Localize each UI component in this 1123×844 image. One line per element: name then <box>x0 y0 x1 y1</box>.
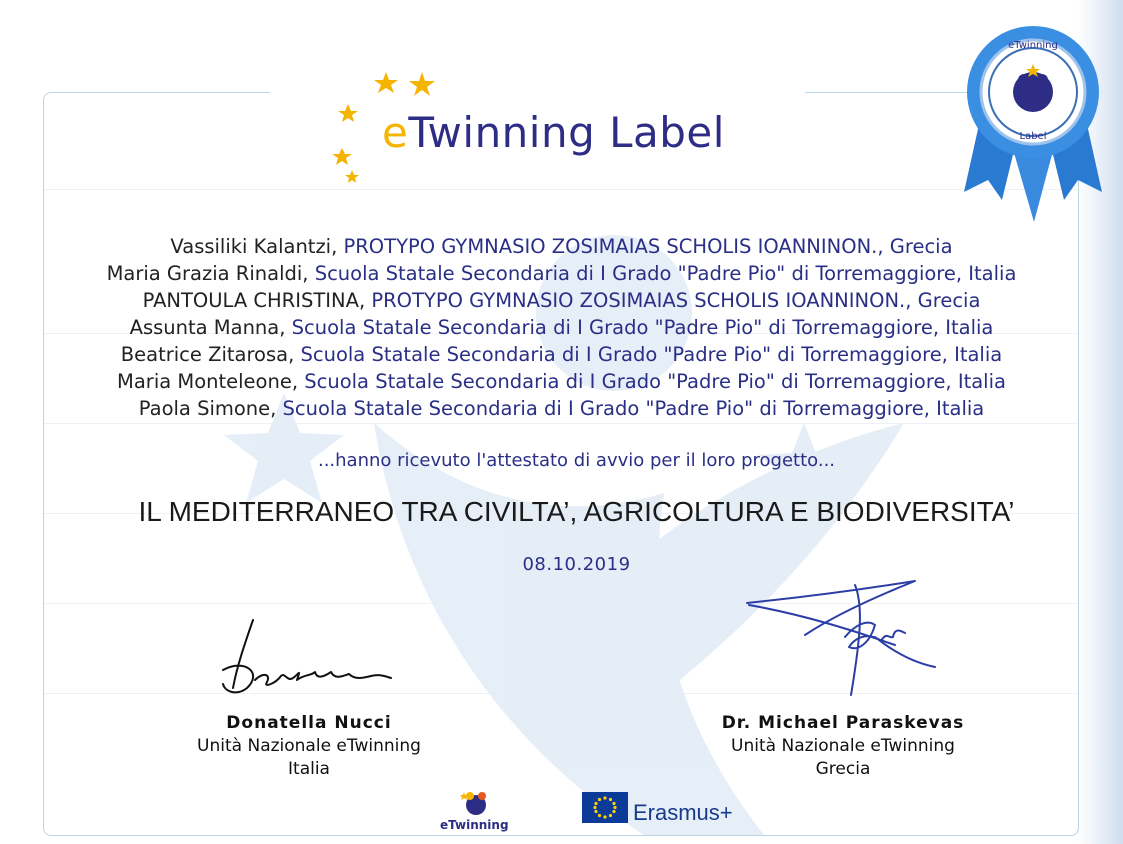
participant-name: Beatrice Zitarosa, <box>120 343 295 366</box>
participant-row <box>0 395 1123 422</box>
signature-right-icon <box>745 575 945 700</box>
etwinning-footer-logo <box>440 790 510 835</box>
participant-school: Scuola Statale Secondaria di I Grado "Padre Pio" di Torremaggiore, Italia <box>300 343 1003 366</box>
signatory-role: Unità Nazionale eTwinning <box>731 736 955 756</box>
signatory-right <box>663 712 1023 781</box>
participant-school: Scuola Statale Secondaria di I Grado "Padre Pio" di Torremaggiore, Italia <box>291 316 994 339</box>
logo-e: e <box>382 108 409 157</box>
participant-name: Maria Monteleone, <box>117 370 299 393</box>
participant-row <box>0 260 1123 287</box>
signature-left-icon <box>215 618 395 703</box>
signatory-role: Unità Nazionale eTwinning <box>197 736 421 756</box>
participant-row <box>0 287 1123 314</box>
badge-top-text: eTwinning <box>1008 40 1058 51</box>
participant-row <box>0 314 1123 341</box>
logo-rest: Twinning Label <box>408 108 725 157</box>
participant-name: Vassiliki Kalantzi, <box>170 235 338 258</box>
etwinning-footer-text: eTwinning <box>440 818 509 832</box>
participant-school: Scuola Statale Secondaria di I Grado "Padre Pio" di Torremaggiore, Italia <box>304 370 1006 393</box>
label-rosette-icon <box>958 22 1110 227</box>
participant-row <box>0 368 1123 395</box>
badge-bottom-text: Label <box>1019 131 1047 142</box>
logo-text <box>382 108 725 157</box>
participant-name: Paola Simone, <box>138 397 277 420</box>
participant-school: PROTYPO GYMNASIO ZOSIMAIAS SCHOLIS IOANNINON., Grecia <box>371 289 981 312</box>
participant-name: Assunta Manna, <box>129 316 286 339</box>
signatory-name: Donatella Nucci <box>226 713 392 733</box>
signatory-country: Grecia <box>815 759 871 779</box>
eu-flag-icon <box>582 792 628 823</box>
award-date: 08.10.2019 <box>522 554 631 575</box>
participant-row <box>0 233 1123 260</box>
participant-school: Scuola Statale Secondaria di I Grado "Padre Pio" di Torremaggiore, Italia <box>314 262 1017 285</box>
erasmus-logo-text: Erasmus+ <box>633 800 733 825</box>
eu-stars-icon <box>582 792 628 823</box>
participant-list <box>0 233 1123 422</box>
project-title: IL MEDITERRANEO TRA CIVILTA’, AGRICOLTURA E BIODIVERSITA’ <box>138 496 1015 527</box>
participant-row <box>0 341 1123 368</box>
award-tagline: ...hanno ricevuto l'attestato di avvio per il loro progetto... <box>317 450 836 471</box>
etwinning-label-logo <box>330 70 760 190</box>
participant-name: Maria Grazia Rinaldi, <box>106 262 309 285</box>
participant-name: PANTOULA CHRISTINA, <box>142 289 366 312</box>
participant-school: Scuola Statale Secondaria di I Grado "Padre Pio" di Torremaggiore, Italia <box>282 397 985 420</box>
signatory-country: Italia <box>288 759 330 779</box>
etwinning-figures-icon <box>440 790 510 820</box>
signatory-left <box>129 712 489 781</box>
signatory-name: Dr. Michael Paraskevas <box>721 713 965 733</box>
participant-school: PROTYPO GYMNASIO ZOSIMAIAS SCHOLIS IOANNINON., Grecia <box>343 235 953 258</box>
